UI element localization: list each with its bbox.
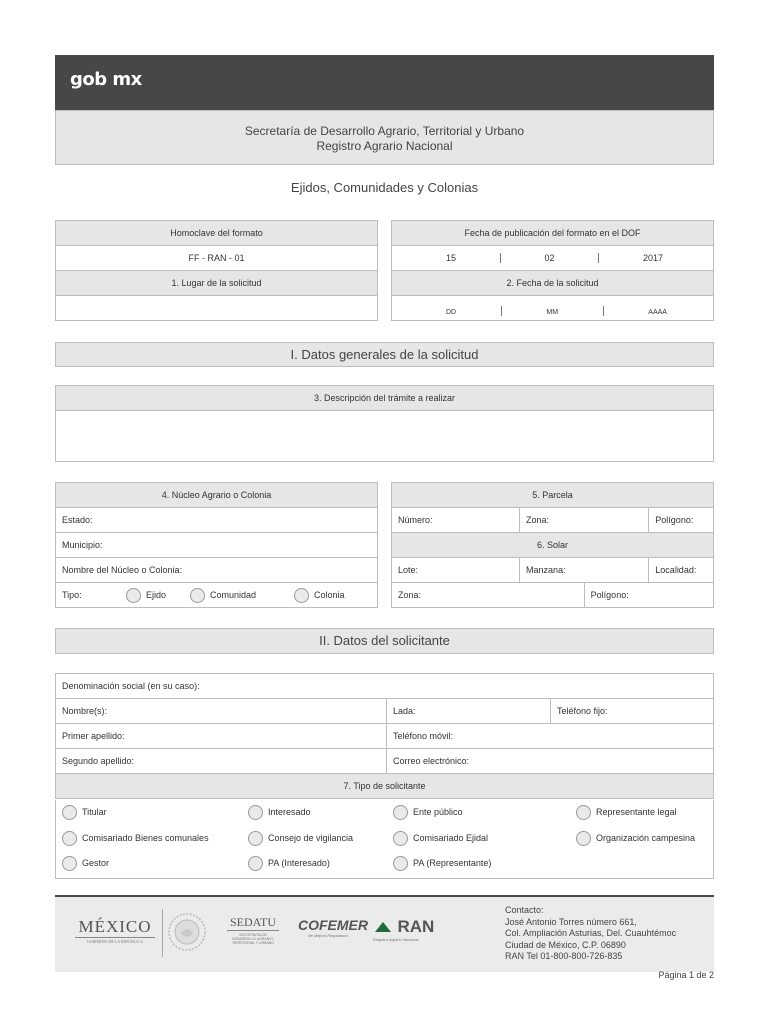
- lugar-label: 1. Lugar de la solicitud: [56, 271, 378, 296]
- radio-icon[interactable]: [576, 831, 591, 846]
- divider: [500, 253, 501, 263]
- tipo-solicitante-header: 7. Tipo de solicitante: [56, 774, 714, 799]
- cofemer-logo-text: COFEMER: [298, 917, 368, 933]
- opt-interesado[interactable]: [248, 805, 311, 820]
- poligono-field[interactable]: Polígono:: [649, 508, 714, 533]
- format-info-table: [55, 220, 378, 321]
- tipo-row: [56, 583, 378, 608]
- zona2-field[interactable]: Zona:: [392, 583, 585, 608]
- coat-of-arms-icon: [167, 910, 207, 959]
- form-title: Ejidos, Comunidades y Colonias: [290, 180, 479, 195]
- pub-year: 2017: [642, 253, 663, 263]
- estado-field[interactable]: Estado:: [56, 508, 378, 533]
- contact-line2: Col. Ampliación Asturias, Del. Cuauhtémoc: [505, 928, 677, 938]
- agency-line1: Secretaría de Desarrollo Agrario, Territorial y Urbano: [244, 124, 525, 138]
- fecha-sol-field[interactable]: [392, 296, 714, 321]
- opt-pa-representante[interactable]: [393, 856, 491, 871]
- homoclave-label: Homoclave del formato: [56, 221, 378, 246]
- divider: [162, 909, 163, 957]
- denominacion-field[interactable]: Denominación social (en su caso):: [56, 674, 714, 699]
- opt-representante-legal[interactable]: [576, 805, 677, 820]
- numero-field[interactable]: Número:: [392, 508, 520, 533]
- opt-label: Gestor: [82, 857, 110, 868]
- tel-fijo-field[interactable]: Teléfono fijo:: [551, 699, 714, 724]
- parcela-table: [391, 482, 714, 608]
- opt-consejo-vigilancia[interactable]: [248, 831, 353, 846]
- opt-comisariado-bienes[interactable]: [62, 831, 209, 846]
- desc-field[interactable]: [56, 411, 714, 462]
- footer: [55, 895, 714, 972]
- mm-label: MM: [546, 309, 559, 316]
- parcela-header: 5. Parcela: [392, 483, 714, 508]
- pub-day: 15: [446, 253, 457, 263]
- segundo-apellido-field[interactable]: Segundo apellido:: [56, 749, 387, 774]
- opt-pa-interesado[interactable]: [248, 856, 330, 871]
- opt-label: PA (Representante): [413, 857, 492, 868]
- ran-logo-sub: Registro Agrario Nacional: [373, 937, 419, 942]
- ejido-label: Ejido: [146, 590, 167, 600]
- opt-label: Ente público: [413, 806, 463, 817]
- nucleo-table: [55, 482, 378, 608]
- fecha-sol-label: 2. Fecha de la solicitud: [392, 271, 714, 296]
- page-number: Página 1 de 2: [658, 970, 714, 980]
- radio-icon[interactable]: [248, 856, 263, 871]
- tipo-solicitante-options: [55, 800, 714, 879]
- sedatu-logo-text: SEDATU: [227, 915, 279, 931]
- opt-organizacion-campesina[interactable]: [576, 831, 695, 846]
- manzana-field[interactable]: Manzana:: [520, 558, 649, 583]
- divider: [603, 306, 604, 316]
- ran-logo: [373, 917, 434, 942]
- mexico-logo: [75, 917, 155, 944]
- opt-label: Organización campesina: [596, 832, 696, 843]
- radio-icon[interactable]: [62, 831, 77, 846]
- radio-colonia[interactable]: [294, 588, 309, 603]
- radio-comunidad[interactable]: [190, 588, 205, 603]
- desc-label: 3. Descripción del trámite a realizar: [56, 386, 714, 411]
- radio-icon[interactable]: [393, 856, 408, 871]
- primer-apellido-field[interactable]: Primer apellido:: [56, 724, 387, 749]
- opt-label: Consejo de vigilancia: [268, 832, 354, 843]
- opt-label: Representante legal: [596, 806, 677, 817]
- tipo-label: Tipo:: [62, 590, 82, 600]
- contact-title: Contacto:: [505, 905, 544, 915]
- radio-icon[interactable]: [248, 831, 263, 846]
- gobmx-logo: gob mx: [70, 69, 142, 90]
- section-2-title: II. Datos del solicitante: [55, 628, 714, 654]
- sedatu-logo: [227, 915, 279, 945]
- correo-field[interactable]: Correo electrónico:: [387, 749, 714, 774]
- contact-block: [505, 905, 676, 963]
- mexico-logo-text: MÉXICO: [78, 917, 152, 936]
- description-table: [55, 385, 714, 462]
- opt-ente-publico[interactable]: [393, 805, 463, 820]
- nucleo-header: 4. Núcleo Agrario o Colonia: [56, 483, 378, 508]
- mexico-logo-sub: GOBIERNO DE LA REPÚBLICA: [75, 937, 155, 944]
- radio-icon[interactable]: [393, 831, 408, 846]
- cofemer-logo: [298, 917, 368, 938]
- opt-label: Comisariado Ejidal: [413, 832, 489, 843]
- divider: [501, 306, 502, 316]
- opt-label: Titular: [82, 806, 107, 817]
- radio-icon[interactable]: [62, 805, 77, 820]
- lada-field[interactable]: Lada:: [387, 699, 551, 724]
- section-1-title: I. Datos generales de la solicitud: [55, 342, 714, 367]
- fecha-pub-label: Fecha de publicación del formato en el DOF: [392, 221, 714, 246]
- homoclave-value: FF - RAN - 01: [56, 246, 378, 271]
- ran-logo-text: RAN: [397, 917, 435, 936]
- header-bar: [55, 55, 714, 110]
- opt-titular[interactable]: [62, 805, 107, 820]
- nombres-field[interactable]: Nombre(s):: [56, 699, 387, 724]
- dd-label: DD: [446, 309, 457, 316]
- agency-box: [55, 110, 714, 165]
- opt-label: Comisariado Bienes comunales: [82, 832, 209, 843]
- solar-header: 6. Solar: [392, 533, 714, 558]
- radio-icon[interactable]: [248, 805, 263, 820]
- opt-gestor[interactable]: [62, 856, 109, 871]
- lugar-field[interactable]: [56, 296, 378, 321]
- opt-comisariado-ejidal[interactable]: [393, 831, 488, 846]
- contact-line3: Ciudad de México, C.P. 06890: [505, 939, 626, 950]
- zona-field[interactable]: Zona:: [520, 508, 649, 533]
- nombre-nucleo-field[interactable]: Nombre del Núcleo o Colonia:: [56, 558, 378, 583]
- solicitante-table: [55, 673, 714, 799]
- radio-ejido[interactable]: [126, 588, 141, 603]
- radio-icon[interactable]: [62, 856, 77, 871]
- radio-icon[interactable]: [576, 805, 591, 820]
- tel-movil-field[interactable]: Teléfono móvil:: [387, 724, 714, 749]
- dates-table: [391, 220, 714, 321]
- municipio-field[interactable]: Municipio:: [56, 533, 378, 558]
- poligono2-field[interactable]: Polígono:: [584, 583, 713, 608]
- agency-line2: Registro Agrario Nacional: [316, 139, 453, 153]
- contact-line4: RAN Tel 01-800-800-726-835: [505, 951, 623, 961]
- lote-field[interactable]: Lote:: [392, 558, 520, 583]
- localidad-field[interactable]: Localidad:: [649, 558, 714, 583]
- cofemer-logo-sub: de Mejora Regulatoria: [308, 933, 348, 938]
- fecha-pub-value: [392, 246, 714, 271]
- aaaa-label: AAAA: [648, 309, 667, 316]
- opt-label: PA (Interesado): [268, 857, 330, 868]
- colonia-label: Colonia: [314, 590, 345, 600]
- pub-month: 02: [544, 253, 555, 263]
- divider: [598, 253, 599, 263]
- sedatu-logo-sub: SECRETARÍA DE DESARROLLO AGRARIO, TERRITORIAL Y URBANO: [231, 933, 275, 945]
- opt-label: Interesado: [268, 806, 311, 817]
- contact-line1: José Antonio Torres número 661,: [505, 916, 637, 927]
- radio-icon[interactable]: [393, 805, 408, 820]
- comunidad-label: Comunidad: [210, 590, 257, 600]
- ran-leaf-icon: [373, 920, 393, 934]
